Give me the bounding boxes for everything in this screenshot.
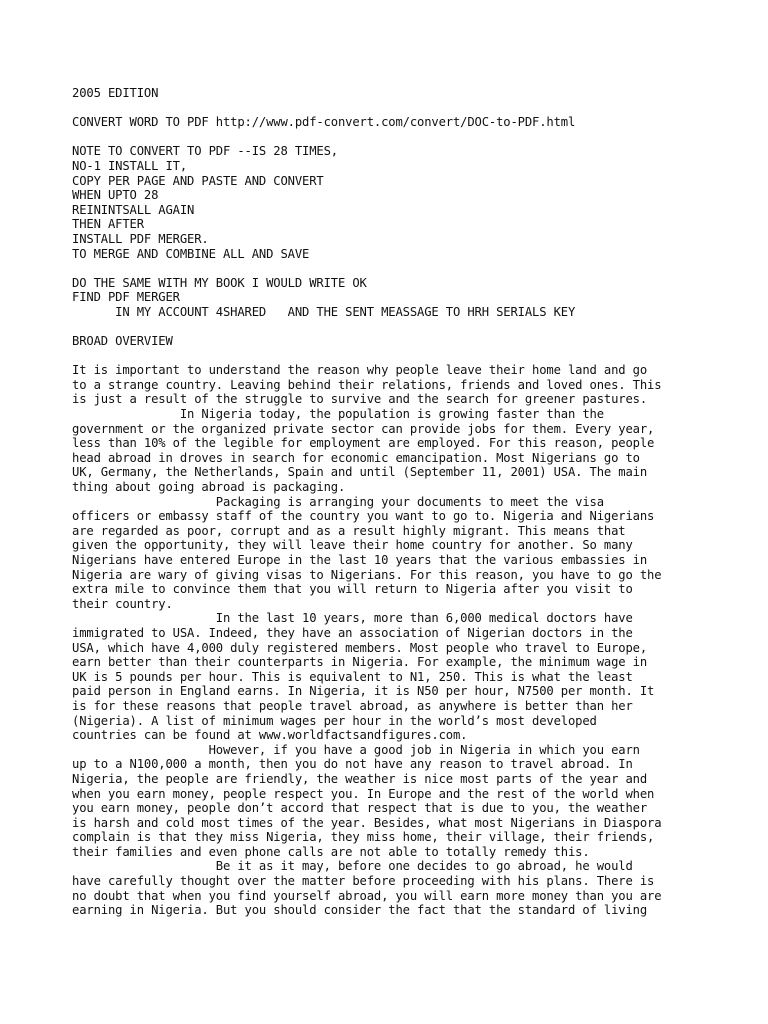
- note-line: COPY PER PAGE AND PASTE AND CONVERT: [72, 173, 324, 188]
- body-line: UK is 5 pounds per hour. This is equivalent to N1, 250. This is what the least: [72, 669, 633, 684]
- note-line: INSTALL PDF MERGER.: [72, 231, 209, 246]
- body-line: Nigerians have entered Europe in the last 10 years that the various embassies in: [72, 553, 647, 567]
- section-title: BROAD OVERVIEW: [72, 334, 173, 349]
- body-line: earn better than their counterparts in Nigeria. For example, the minimum wage in: [72, 655, 647, 670]
- note-line: NO-1 INSTALL IT,: [72, 158, 187, 173]
- body-line: when you earn money, people respect you. In Europe and the rest of the world when: [72, 786, 655, 801]
- body-line: USA, which have 4,000 duly registered members. Most people who travel to Europe,: [72, 640, 647, 655]
- spacer: [72, 101, 712, 116]
- instruction-line: FIND PDF MERGER: [72, 290, 180, 305]
- body-line: complain is that they miss Nigeria, they miss home, their village, their friends,: [72, 830, 655, 845]
- body-line: head abroad in droves in search for economic emancipation. Most Nigerians go to: [72, 450, 640, 465]
- body-line: In the last 10 years, more than 6,000 medical doctors have: [72, 611, 633, 626]
- document-page: [72, 86, 712, 918]
- instructions-block: [72, 276, 712, 320]
- body-text: [72, 363, 712, 918]
- body-line: paid person in England earns. In Nigeria, it is N50 per hour, N7500 per month. It: [72, 684, 655, 699]
- body-line: given the opportunity, they will leave their home country for another. So many: [72, 538, 633, 553]
- body-line: officers or embassy staff of the country you want to go to. Nigeria and Nigerians: [72, 509, 655, 524]
- body-line: you earn money, people don’t accord that respect that is due to you, the weather: [72, 801, 647, 816]
- body-line: Packaging is arranging your documents to meet the visa: [72, 494, 604, 509]
- spacer: [72, 130, 712, 145]
- body-line: their country.: [72, 596, 173, 611]
- body-line: less than 10% of the legible for employment are employed. For this reason, people: [72, 436, 655, 451]
- body-line: is harsh and cold most times of the year. Besides, what most Nigerians in Diaspora: [72, 815, 662, 830]
- spacer: [72, 349, 712, 364]
- body-line: extra mile to convince them that you will return to Nigeria after you visit to: [72, 582, 633, 597]
- body-line: (Nigeria). A list of minimum wages per hour in the world’s most developed: [72, 713, 597, 728]
- body-line: no doubt that when you find yourself abroad, you will earn more money than you are: [72, 888, 662, 903]
- body-line: their families and even phone calls are not able to totally remedy this.: [72, 844, 590, 859]
- edition-label: 2005 EDITION: [72, 86, 159, 100]
- instruction-line: IN MY ACCOUNT 4SHARED AND THE SENT MEASSAGE TO HRH SERIALS KEY: [72, 304, 576, 319]
- body-line: It is important to understand the reason why people leave their home land and go: [72, 363, 647, 378]
- body-line: immigrated to USA. Indeed, they have an association of Nigerian doctors in the: [72, 625, 633, 640]
- note-line: WHEN UPTO 28: [72, 188, 159, 203]
- body-line: to a strange country. Leaving behind their relations, friends and loved ones. This: [72, 377, 662, 392]
- body-line: Be it as it may, before one decides to go abroad, he would: [72, 859, 633, 874]
- body-line: have carefully thought over the matter before proceeding with his plans. There is: [72, 874, 655, 889]
- instruction-line: DO THE SAME WITH MY BOOK I WOULD WRITE OK: [72, 275, 367, 290]
- note-line: THEN AFTER: [72, 217, 144, 232]
- body-line: Nigeria are wary of giving visas to Nigerians. For this reason, you have to go the: [72, 567, 662, 582]
- body-line: are regarded as poor, corrupt and as a result highly migrant. This means that: [72, 523, 626, 538]
- body-line: Nigeria, the people are friendly, the weather is nice most parts of the year and: [72, 771, 647, 786]
- note-line: NOTE TO CONVERT TO PDF --IS 28 TIMES,: [72, 144, 338, 159]
- body-line: UK, Germany, the Netherlands, Spain and until (September 11, 2001) USA. The main: [72, 465, 647, 480]
- spacer: [72, 261, 712, 276]
- convert-instruction: CONVERT WORD TO PDF http://www.pdf-convert.com/convert/DOC-to-PDF.html: [72, 115, 576, 130]
- body-line: countries can be found at www.worldfactsandfigures.com.: [72, 728, 468, 743]
- body-line: thing about going abroad is packaging.: [72, 480, 346, 495]
- body-line: government or the organized private sector can provide jobs for them. Every year,: [72, 421, 655, 436]
- body-line: However, if you have a good job in Nigeria in which you earn: [72, 742, 640, 757]
- body-line: is just a result of the struggle to survive and the search for greener pastures.: [72, 392, 647, 407]
- body-line: up to a N100,000 a month, then you do not have any reason to travel abroad. In: [72, 757, 633, 772]
- notes-block: [72, 144, 712, 261]
- body-line: In Nigeria today, the population is growing faster than the: [72, 407, 604, 422]
- spacer: [72, 320, 712, 335]
- body-line: is for these reasons that people travel abroad, as anywhere is better than her: [72, 698, 633, 713]
- note-line: TO MERGE AND COMBINE ALL AND SAVE: [72, 246, 310, 261]
- body-line: earning in Nigeria. But you should consider the fact that the standard of living: [72, 903, 647, 918]
- note-line: REININTSALL AGAIN: [72, 202, 195, 217]
